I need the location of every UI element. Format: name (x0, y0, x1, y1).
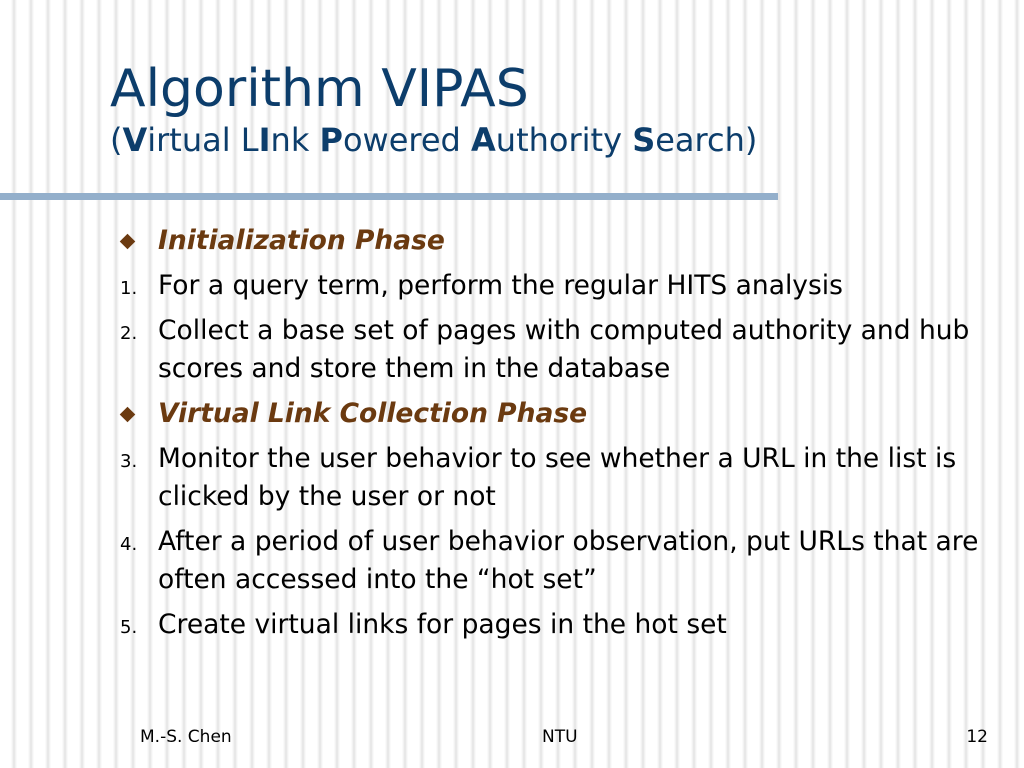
step-number: 1. (120, 278, 138, 299)
slide-title: Algorithm VIPAS (110, 59, 529, 119)
subtitle-segment: uthority (495, 121, 633, 159)
subtitle-initial: I (258, 121, 271, 159)
step-number: 5. (120, 617, 138, 638)
subtitle-initial: P (319, 121, 343, 159)
step-item (120, 440, 1010, 516)
subtitle-segment: irtual L (147, 121, 259, 159)
step-item (120, 267, 1010, 305)
step-item (120, 312, 1010, 388)
slide-content (120, 222, 1010, 651)
phase-label: Initialization Phase (158, 225, 445, 256)
step-text: Create virtual links for pages in the hot set (158, 609, 727, 640)
phase-heading (120, 222, 1010, 260)
step-number: 4. (120, 534, 138, 555)
step-item (120, 606, 1010, 644)
slide-title-block (110, 58, 757, 160)
subtitle-segment: nk (270, 121, 320, 159)
phase-heading (120, 395, 1010, 433)
footer-institution: NTU (542, 727, 578, 747)
step-text: For a query term, perform the regular HITS analysis (158, 270, 843, 301)
footer-author: M.-S. Chen (140, 727, 232, 747)
step-number: 2. (120, 323, 138, 344)
title-divider (0, 193, 778, 200)
subtitle-segment: ( (110, 121, 123, 159)
subtitle-segment: earch) (655, 121, 758, 159)
step-text: Collect a base set of pages with computed authority and hub scores and store them in the database (158, 315, 970, 384)
phase-label: Virtual Link Collection Phase (158, 398, 588, 429)
step-item (120, 523, 1010, 599)
diamond-bullet-icon (120, 407, 136, 423)
footer-page-number: 12 (966, 727, 988, 747)
step-text: Monitor the user behavior to see whether a URL in the list is clicked by the user or not (158, 443, 957, 512)
step-number: 3. (120, 451, 138, 472)
slide-subtitle (110, 120, 757, 160)
subtitle-initial: A (471, 121, 496, 159)
subtitle-segment: owered (342, 121, 472, 159)
subtitle-initial: V (122, 121, 148, 159)
step-text: After a period of user behavior observation, put URLs that are often accessed into the “hot set” (158, 526, 979, 595)
diamond-bullet-icon (120, 234, 136, 250)
subtitle-initial: S (632, 121, 656, 159)
